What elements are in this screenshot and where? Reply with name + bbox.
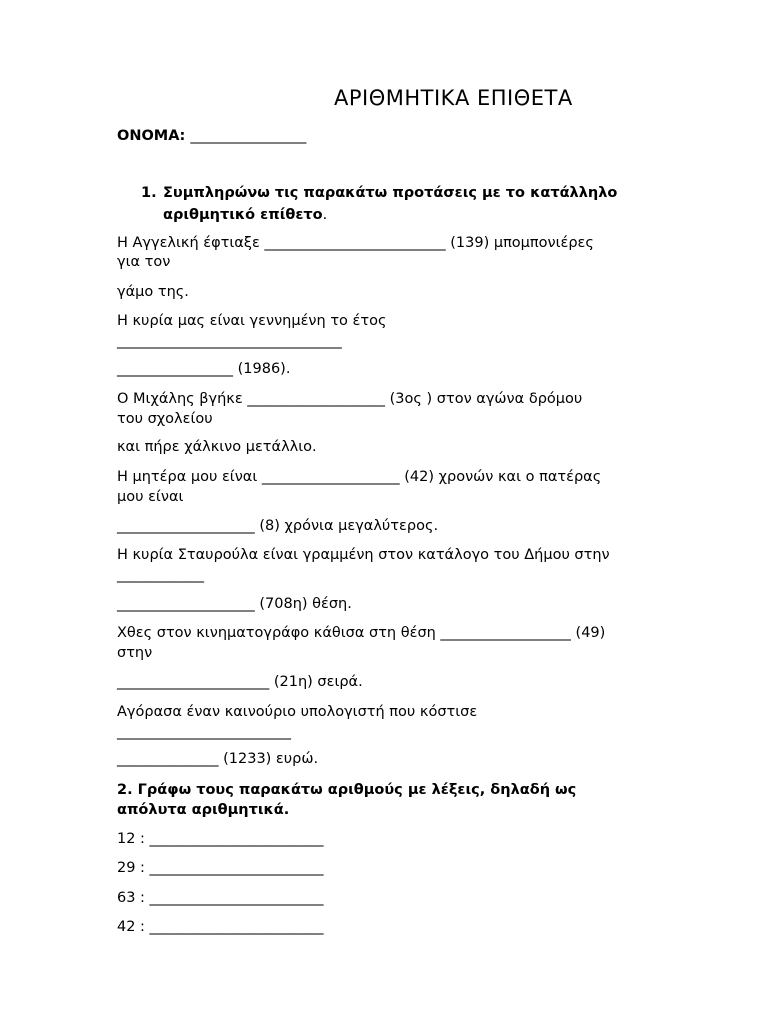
exercise-1-heading-line-1: Συμπληρώνω τις παρακάτω προτάσεις με το κατάλληλο — [163, 185, 618, 201]
exercise-1-heading-text: αριθμητικό επίθετο — [163, 207, 323, 223]
exercise-1-heading-line-2 — [163, 205, 327, 225]
sentence-line: Η μητέρα μου είναι ___________________ (42) χρονών και ο πατέρας — [117, 469, 602, 485]
name-label: ΟΝΟΜΑ: — [117, 128, 186, 144]
sentence-line: ___________________ (8) χρόνια μεγαλύτερος. — [117, 518, 439, 534]
sentence-line: ______________ (1233) ευρώ. — [117, 751, 319, 767]
sentence-line: _______________________________ — [117, 333, 342, 349]
sentence-line: Η Αγγελική έφτιαξε _________________________ (139) μπομπονιέρες — [117, 235, 594, 251]
sentence-line: γάμο της. — [117, 284, 189, 300]
sentence-line: ________________________ — [117, 724, 291, 740]
sentence-line: _____________________ (21η) σειρά. — [117, 674, 363, 690]
exercise-2-heading-line-1: 2. Γράφω τους παρακάτω αριθμούς με λέξεις, δηλαδή ως — [117, 782, 577, 798]
sentence-line: και πήρε χάλκινο μετάλλιο. — [117, 439, 317, 455]
name-line — [117, 126, 306, 146]
exercise-1-heading-period: . — [322, 207, 328, 223]
sentence-line: Η κυρία μας είναι γεννημένη το έτος — [117, 313, 387, 329]
sentence-line: Αγόρασα έναν καινούριο υπολογιστή που κόστισε — [117, 704, 478, 720]
number-item: 12 : ________________________ — [117, 831, 324, 847]
name-blank: ________________ — [190, 128, 307, 144]
sentence-line: στην — [117, 645, 153, 661]
worksheet-title: ΑΡΙΘΜΗΤΙΚΑ ΕΠΙΘΕΤΑ — [334, 86, 573, 110]
sentence-line: Χθες στον κινηματογράφο κάθισα στη θέση __________________ (49) — [117, 625, 606, 641]
sentence-line: για τον — [117, 254, 171, 270]
sentence-line: μου είναι — [117, 489, 184, 505]
sentence-line: ________________ (1986). — [117, 361, 291, 377]
number-item: 42 : ________________________ — [117, 919, 324, 935]
sentence-line: του σχολείου — [117, 411, 213, 427]
number-item: 29 : ________________________ — [117, 860, 324, 876]
sentence-line: ___________________ (708η) θέση. — [117, 596, 352, 612]
exercise-1-number: 1. — [141, 185, 157, 201]
number-item: 63 : ________________________ — [117, 890, 324, 906]
sentence-line: Ο Μιχάλης βγήκε ___________________ (3ος ) στον αγώνα δρόμου — [117, 391, 583, 407]
exercise-2-heading-line-2: απόλυτα αριθμητικά. — [117, 802, 290, 818]
sentence-line: ____________ — [117, 567, 204, 583]
sentence-line: Η κυρία Σταυρούλα είναι γραμμένη στον κατάλογο του Δήμου στην — [117, 547, 610, 563]
